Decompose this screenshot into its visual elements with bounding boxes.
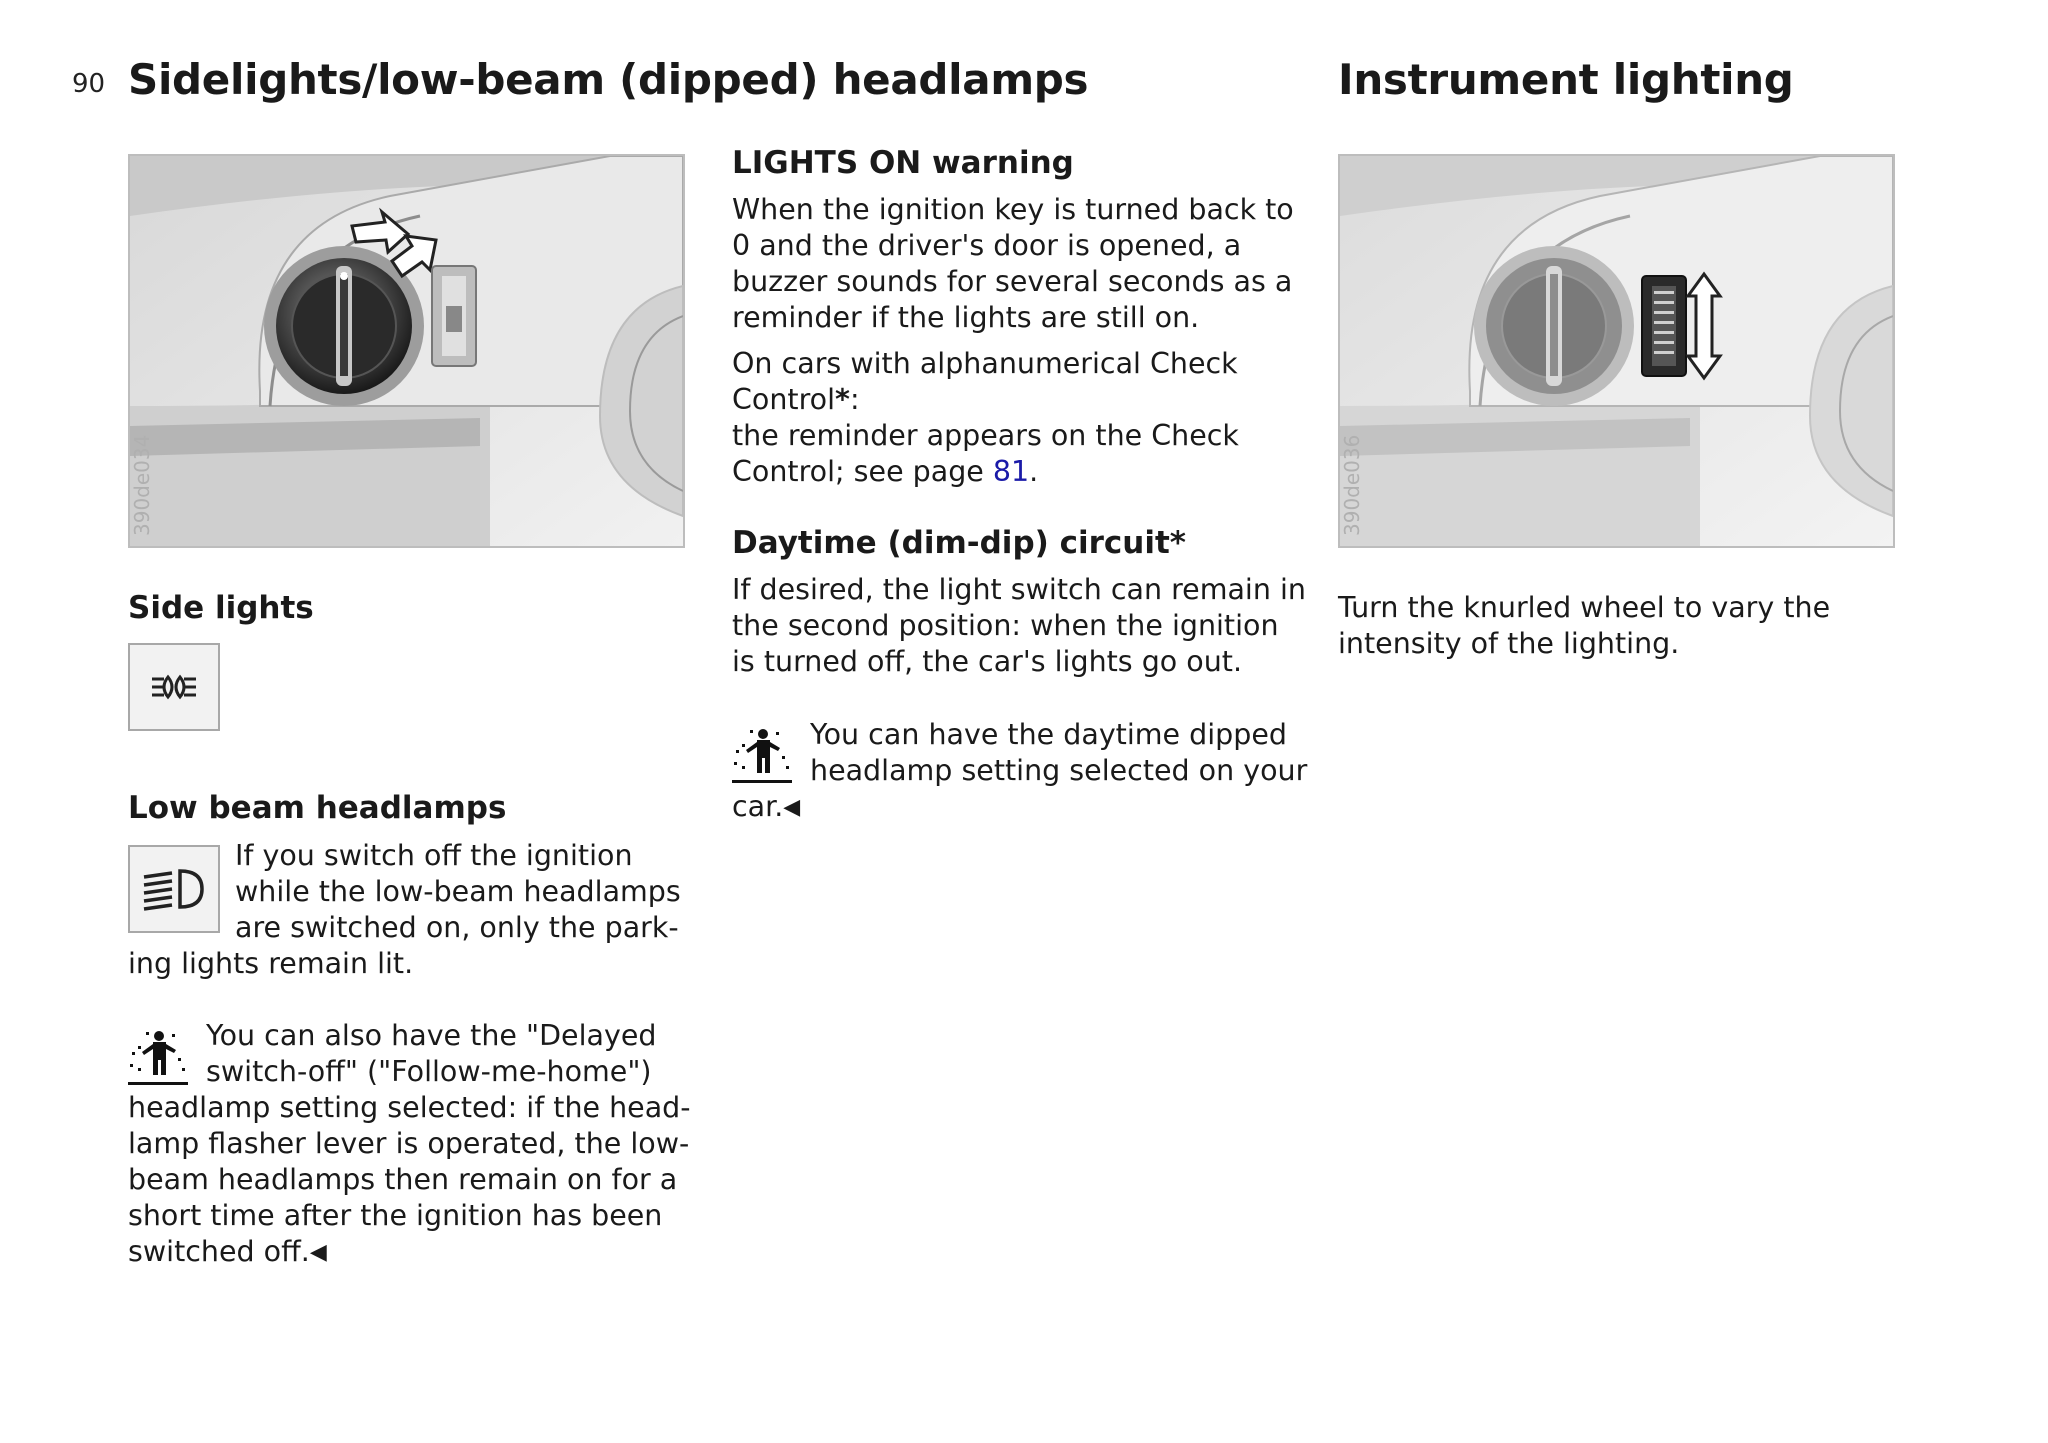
page-81-link[interactable]: 81 (992, 455, 1030, 488)
delay-line-6: short time after the ignition has been (128, 1199, 663, 1232)
check-line-1: On cars with alphanumerical Check (732, 347, 1238, 380)
dipped-line-3 (732, 789, 1312, 826)
low-beam-text-continued (128, 946, 728, 982)
dipped-line-3-text: car. (732, 790, 784, 823)
delay-line-7 (128, 1234, 748, 1271)
delay-line-5: beam headlamps then remain on for a (128, 1163, 678, 1196)
lights-on-warning-heading: LIGHTS ON warning (732, 145, 1074, 181)
page-number: 90 (72, 69, 106, 99)
photo-reference-code: 390de036 (1340, 434, 1364, 536)
low-beam-symbol-icon (130, 847, 218, 931)
check-line-2-colon: : (849, 383, 860, 416)
dipped-line-2: headlamp setting selected on your (810, 754, 1308, 787)
check-line-3: the reminder appears on the Check (732, 419, 1239, 452)
end-of-section-marker: ◀ (309, 1240, 327, 1265)
check-control-text (732, 346, 1312, 490)
instrument-line-1: Turn the knurled wheel to vary the (1338, 591, 1831, 624)
low-beam-line-1: If you switch off the ignition (235, 839, 633, 872)
warning-line-3: buzzer sounds for several seconds as a (732, 265, 1293, 298)
light-switch-illustration (130, 156, 683, 546)
side-lights-symbol-icon (130, 645, 218, 729)
instrument-line-2: intensity of the lighting. (1338, 627, 1680, 660)
low-beam-line-2: while the low-beam headlamps (235, 875, 681, 908)
check-line-4-text: Control; see page (732, 455, 993, 488)
delay-line-7-text: switched off. (128, 1235, 310, 1268)
page-title-right: Instrument lighting (1338, 55, 1794, 104)
low-beam-icon-box (128, 845, 220, 933)
side-lights-icon-box (128, 643, 220, 731)
workshop-icon-middle (730, 726, 794, 792)
warning-line-1: When the ignition key is turned back to (732, 193, 1294, 226)
instrument-lighting-text (1338, 590, 1938, 662)
daytime-line-2: the second position: when the ignition (732, 609, 1279, 642)
daytime-line-3: is turned off, the car's lights go out. (732, 645, 1243, 678)
warning-line-4: reminder if the lights are still on. (732, 301, 1200, 334)
instrument-lighting-photo (1338, 154, 1895, 548)
optional-equipment-star: * (835, 383, 850, 416)
delay-line-1: You can also have the "Delayed (206, 1019, 657, 1052)
workshop-mechanic-icon (730, 726, 794, 788)
workshop-mechanic-icon (126, 1028, 190, 1090)
low-beam-line-4: ing lights remain lit. (128, 947, 414, 980)
low-beam-heading: Low beam headlamps (128, 790, 507, 826)
low-beam-text-indented (235, 838, 715, 946)
delayed-switch-off-text (128, 1090, 748, 1271)
check-line-2 (732, 382, 1312, 418)
daytime-dipped-indented (810, 717, 1330, 789)
daytime-line-1: If desired, the light switch can remain in (732, 573, 1306, 606)
delay-line-3: headlamp setting selected: if the head- (128, 1091, 691, 1124)
lights-on-warning-text (732, 192, 1312, 336)
daytime-circuit-text (732, 572, 1312, 680)
check-line-4-period: . (1029, 455, 1039, 488)
page-title-left: Sidelights/low-beam (dipped) headlamps (128, 55, 1089, 104)
low-beam-line-3: are switched on, only the park- (235, 911, 679, 944)
daytime-circuit-heading: Daytime (dim-dip) circuit* (732, 525, 1186, 561)
delay-line-2: switch-off" ("Follow-me-home") (206, 1055, 652, 1088)
check-line-2-text: Control (732, 383, 836, 416)
light-switch-photo (128, 154, 685, 548)
check-line-4 (732, 454, 1312, 490)
warning-line-2: 0 and the driver's door is opened, a (732, 229, 1242, 262)
side-lights-heading: Side lights (128, 590, 314, 626)
delay-line-4: lamp flasher lever is operated, the low- (128, 1127, 690, 1160)
instrument-lighting-illustration (1340, 156, 1893, 546)
daytime-dipped-text (732, 789, 1312, 826)
dipped-line-1: You can have the daytime dipped (810, 718, 1287, 751)
workshop-icon-left (126, 1028, 190, 1094)
delayed-switch-off-indented (206, 1018, 726, 1090)
end-of-section-marker: ◀ (783, 795, 801, 820)
photo-reference-code: 390de034 (130, 434, 154, 536)
